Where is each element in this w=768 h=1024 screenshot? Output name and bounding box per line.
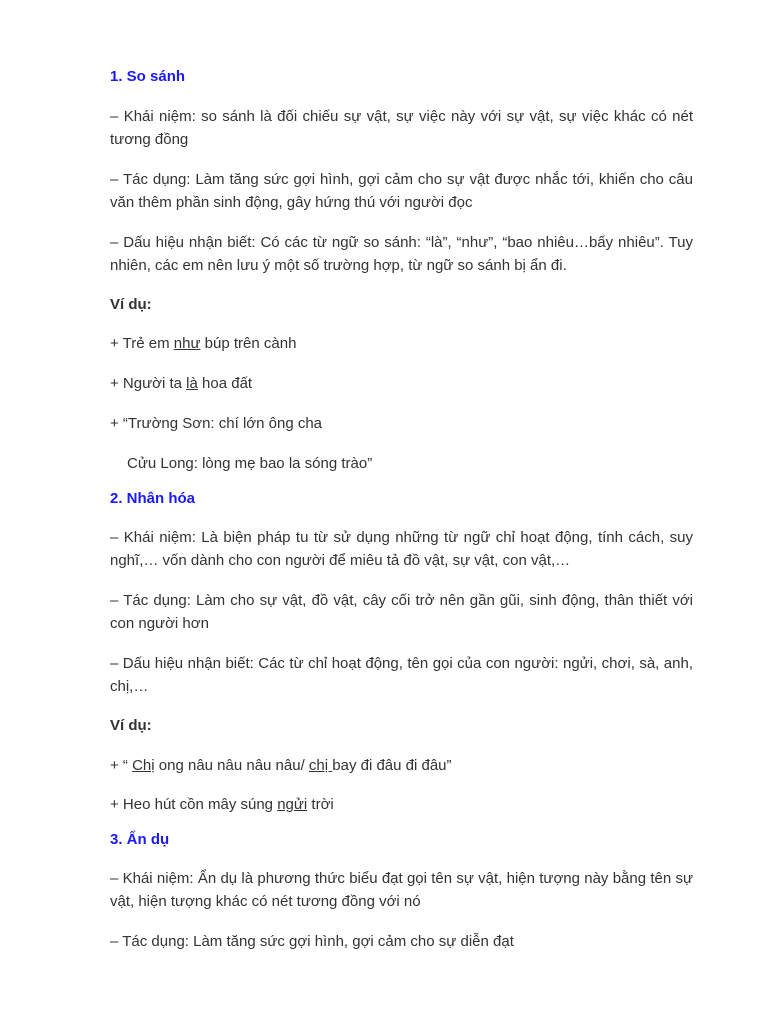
so-sanh-effect: – Tác dụng: Làm tăng sức gợi hình, gợi cảm cho sự vật được nhắc tới, khiến cho câu văn thêm phần sinh động, gây hứng thú với người đọc xyxy=(110,171,693,211)
nhan-hoa-effect: – Tác dụng: Làm cho sự vật, đồ vật, cây cối trở nên gần gũi, sinh động, thân thiết với con người hơn xyxy=(110,592,693,632)
so-sanh-example-2: + Người ta là hoa đất xyxy=(110,375,253,392)
so-sanh-example-3-line-1: + “Trường Sơn: chí lớn ông cha xyxy=(110,415,323,432)
so-sanh-example-label: Ví dụ: xyxy=(110,296,152,313)
so-sanh-example-3-line-2: Cửu Long: lòng mẹ bao la sóng trào” xyxy=(127,455,373,472)
section-heading-so-sanh: 1. So sánh xyxy=(110,68,186,85)
nhan-hoa-signs: – Dấu hiệu nhận biết: Các từ chỉ hoạt động, tên gọi của con người: ngửi, chơi, sà, anh, chị,… xyxy=(110,655,693,695)
so-sanh-signs: – Dấu hiệu nhận biết: Có các từ ngữ so sánh: “là”, “như”, “bao nhiêu…bấy nhiêu”. Tuy nhiên, các em nên lưu ý một số trường hợp, từ ngữ so sánh bị ẩn đi. xyxy=(110,234,693,274)
an-du-definition: – Khái niệm: Ẩn dụ là phương thức biểu đạt gọi tên sự vật, hiện tượng này bằng tên sự vật, hiện tượng khác có nét tương đồng với nó xyxy=(110,870,693,910)
nhan-hoa-example-label: Ví dụ: xyxy=(110,717,152,734)
so-sanh-definition: – Khái niệm: so sánh là đối chiếu sự vật, sự việc này với sự vật, sự việc khác có nét tương đồng xyxy=(110,108,693,148)
nhan-hoa-example-2: + Heo hút cồn mây súng ngửi trời xyxy=(110,796,334,813)
section-heading-an-du: 3. Ẩn dụ xyxy=(110,831,170,848)
an-du-effect: – Tác dụng: Làm tăng sức gợi hình, gợi cảm cho sự diễn đạt xyxy=(110,933,514,950)
section-heading-nhan-hoa: 2. Nhân hóa xyxy=(110,490,196,507)
so-sanh-example-1: + Trẻ em như búp trên cành xyxy=(110,335,297,352)
nhan-hoa-example-1: + “ Chị ong nâu nâu nâu nâu/ chị bay đi đâu đi đâu” xyxy=(110,757,452,774)
nhan-hoa-definition: – Khái niệm: Là biện pháp tu từ sử dụng những từ ngữ chỉ hoạt động, tính cách, suy nghĩ,… vốn dành cho con người để miêu tả đồ vật, sự vật, con vật,… xyxy=(110,529,693,569)
